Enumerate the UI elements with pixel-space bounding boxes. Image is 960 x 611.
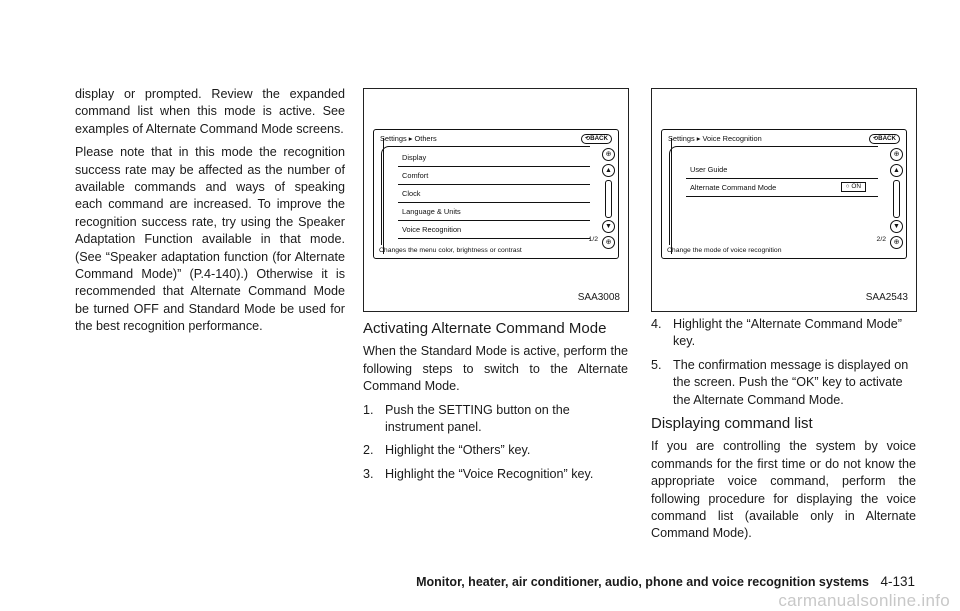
list-item: 3. Highlight the “Voice Recognition” key. — [363, 466, 594, 481]
list-item: 1. Push the SETTING button on the instrument panel. — [363, 402, 570, 435]
list-rail — [671, 138, 672, 254]
list-item: Alternate Command Mode ○ ON — [686, 179, 878, 197]
paragraph: Please note that in this mode the recognition success rate may be affected as the number of available commands and ways of speaking each command are increased. To improve the recognition success rate, try using the Speaker Adaptation Function available in that mode. (See “Speaker adaptation function (for Alternate Command Mode)” (P.4-140).) Otherwise it is recommended that Alternate Command Mode be turned OFF and Standard Mode be used for the best recognition performance. — [75, 145, 345, 334]
scroll-down-icon: ▼ — [890, 220, 903, 233]
breadcrumb: Settings ▸ Voice Recognition — [668, 134, 762, 143]
dial-icon: ⊕ — [602, 148, 615, 161]
figure-caption: SAA3008 — [577, 292, 620, 303]
toggle-indicator: ○ ON — [841, 182, 866, 192]
page-footer — [416, 574, 915, 589]
menu-list — [669, 146, 878, 245]
text-column-left — [75, 86, 345, 342]
list-item: 4. Highlight the “Alternate Command Mode” key. — [651, 317, 902, 349]
paragraph: If you are controlling the system by voice commands for the first time or do not know the appropriate voice command, perform the following procedure for displaying the voice command list (available only in Alternate Command Mode). — [651, 439, 916, 541]
list-item: Display — [398, 149, 590, 167]
list-rail — [383, 138, 384, 254]
paragraph: display or prompted. Review the expanded command list when this mode is active. See examples of Alternate Command Mode screens. — [75, 87, 345, 136]
page-number: 4-131 — [880, 574, 915, 589]
page-indicator: 1/2 — [588, 236, 598, 244]
list-item: 2. Highlight the “Others” key. — [363, 443, 531, 458]
paragraph: When the Standard Mode is active, perform the following steps to switch to the Alternate Command Mode. — [363, 344, 628, 394]
scroll-track — [605, 180, 612, 218]
status-text: Change the mode of voice recognition — [667, 247, 782, 255]
display-screen — [661, 129, 907, 259]
watermark: carmanualsonline.info — [778, 591, 950, 610]
scroll-up-icon: ▲ — [602, 164, 615, 177]
list-item: Clock — [398, 185, 590, 203]
list-item: Comfort — [398, 167, 590, 185]
list-item: 5. The confirmation message is displayed on the screen. Push the “OK” key to activate the Alternate Command Mode. — [651, 357, 909, 407]
menu-list — [381, 146, 590, 245]
display-screen — [373, 129, 619, 259]
chapter-title: Monitor, heater, air conditioner, audio, phone and voice recognition systems — [416, 575, 869, 589]
dial-icon: ⊕ — [890, 236, 903, 249]
page-indicator: 2/2 — [876, 236, 886, 244]
list-item: Language & Units — [398, 203, 590, 221]
section-heading: Displaying command list — [651, 415, 813, 433]
status-text: Changes the menu color, brightness or contrast — [379, 247, 522, 255]
dial-icon: ⊕ — [602, 236, 615, 249]
steps-list — [363, 402, 628, 484]
list-item: Voice Recognition — [398, 221, 590, 239]
back-button: ⟲BACK — [581, 134, 612, 144]
steps-list — [651, 316, 916, 409]
scroll-track — [893, 180, 900, 218]
figure-caption: SAA2543 — [865, 292, 908, 303]
scroll-down-icon: ▼ — [602, 220, 615, 233]
screen-figure-others — [363, 88, 629, 312]
dial-icon: ⊕ — [890, 148, 903, 161]
text-column-middle — [363, 320, 628, 489]
section-heading: Activating Alternate Command Mode — [363, 320, 607, 337]
text-column-right — [651, 316, 916, 549]
screen-figure-voice-recognition — [651, 88, 917, 312]
list-item: User Guide — [686, 161, 878, 179]
back-button: ⟲BACK — [869, 134, 900, 144]
breadcrumb: Settings ▸ Others — [380, 134, 437, 143]
scroll-up-icon: ▲ — [890, 164, 903, 177]
